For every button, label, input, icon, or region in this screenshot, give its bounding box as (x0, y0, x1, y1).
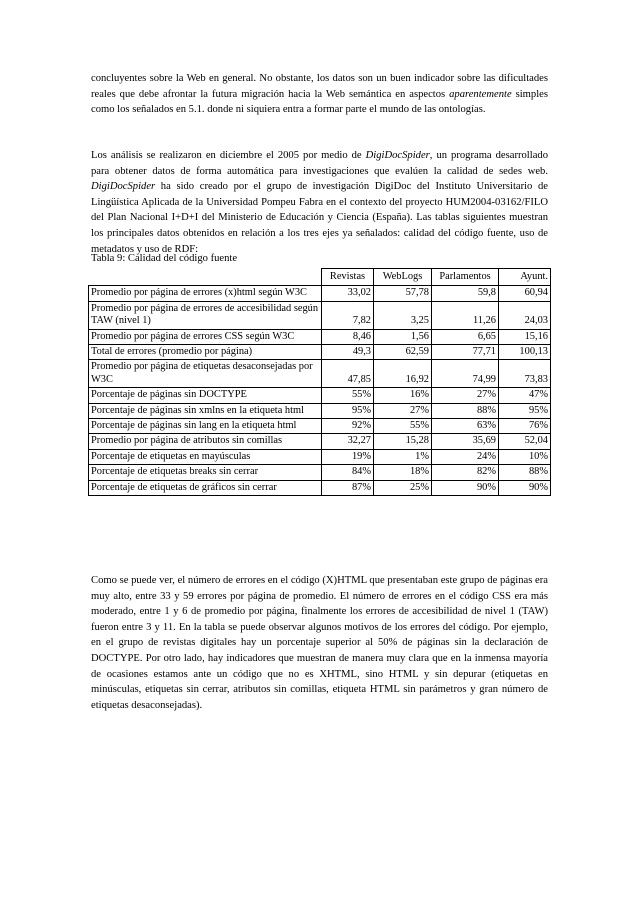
row-label: Total de errores (promedio por página) (89, 345, 322, 360)
table-row (89, 449, 551, 464)
paragraph-intro (91, 71, 548, 118)
value-cell: 95% (322, 403, 374, 418)
paragraph-methodology (91, 148, 548, 257)
value-cell: 55% (322, 388, 374, 403)
value-cell: 10% (499, 449, 551, 464)
text-run: Como se puede ver, el número de errores en el código (X)HTML que presentaban este grupo de páginas era muy alto, entre 33 y 59 errores por página de promedio. El número de errores en el código CSS era más moderado, entre 1 y 6 de promedio por página, finalmente los errores de accesibilidad de nivel 1 (TAW) fueron entre 3 y 11. En la tabla se puede observar algunos motivos de los errores del código. Por ejemplo, en el grupo de revistas digitales hay un porcentaje superior al 50% de páginas sin la declaración de DOCTYPE. Por otro lado, hay indicadores que muestran de manera muy clara que en la inmensa mayoría de ocasiones estamos ante un código que no es XHTML, sino HTML y sin depurar (etiquetas en minúsculas, etiquetas sin cerrar, atributos sin comillas, etiqueta HTML sin parámetros y gran número de etiquetas desaconsejadas). (91, 575, 548, 711)
value-cell: 87% (322, 480, 374, 495)
value-cell: 92% (322, 419, 374, 434)
row-label: Porcentaje de etiquetas breaks sin cerrar (89, 465, 322, 480)
value-cell: 77,71 (432, 345, 499, 360)
value-cell: 73,83 (499, 360, 551, 388)
value-cell: 6,65 (432, 329, 499, 344)
italic-term: aparentemente (449, 88, 512, 100)
value-cell: 49,3 (322, 345, 374, 360)
table-row (89, 345, 551, 360)
value-cell: 24,03 (499, 301, 551, 329)
value-cell: 88% (499, 465, 551, 480)
value-cell: 55% (374, 419, 432, 434)
row-label: Promedio por página de errores de accesibilidad según TAW (nivel 1) (89, 301, 322, 329)
paragraph-discussion (91, 573, 548, 713)
value-cell: 95% (499, 403, 551, 418)
table-body (89, 269, 551, 496)
value-cell: 1% (374, 449, 432, 464)
table-header-row (89, 269, 551, 286)
value-cell: 82% (432, 465, 499, 480)
text-run: ha sido creado por el grupo de investigación DigiDoc del Instituto Universitario de Lingüística Aplicada de la Universidad Pompeu Fabra en el contexto del proyecto HUM2004-03162/FILO del Plan Nacional I+D+I del Ministerio de Educación y Ciencia (España). Las tablas siguientes muestran los principales datos obtenidos en relación a los tres ejes ya señalados: calidad del código fuente, uso de metadatos y uso de RDF: (91, 181, 548, 255)
text-run: concluyentes sobre la Web en general. No obstante, los datos son un buen indicador sobre las dificultades reales que debe afrontar la futura migración hacia la Web semántica en aspectos (91, 73, 548, 100)
header-parlamentos: Parlamentos (432, 269, 499, 286)
text-run: simples como los señalados en 5.1. donde ni siquiera entra a formar parte el mundo de las ontologías. (91, 88, 548, 116)
value-cell: 76% (499, 419, 551, 434)
value-cell: 16% (374, 388, 432, 403)
table-row (89, 403, 551, 418)
value-cell: 74,99 (432, 360, 499, 388)
row-label: Promedio por página de atributos sin comillas (89, 434, 322, 449)
value-cell: 52,04 (499, 434, 551, 449)
row-label: Promedio por página de errores (x)html según W3C (89, 286, 322, 301)
value-cell: 62,59 (374, 345, 432, 360)
row-label: Promedio por página de etiquetas desaconsejadas por W3C (89, 360, 322, 388)
value-cell: 27% (374, 403, 432, 418)
value-cell: 60,94 (499, 286, 551, 301)
value-cell: 8,46 (322, 329, 374, 344)
row-label: Porcentaje de etiquetas de gráficos sin cerrar (89, 480, 322, 495)
row-label: Promedio por página de errores CSS según W3C (89, 329, 322, 344)
table-row (89, 329, 551, 344)
value-cell: 90% (432, 480, 499, 495)
code-quality-table (88, 268, 551, 496)
italic-term: DigiDocSpider (91, 181, 156, 193)
table-caption: Tabla 9: Calidad del código fuente (91, 253, 238, 264)
value-cell: 11,26 (432, 301, 499, 329)
header-empty-cell (89, 269, 322, 286)
value-cell: 35,69 (432, 434, 499, 449)
value-cell: 63% (432, 419, 499, 434)
value-cell: 25% (374, 480, 432, 495)
value-cell: 15,28 (374, 434, 432, 449)
italic-term: DigiDocSpider (365, 150, 430, 161)
header-revistas: Revistas (322, 269, 374, 286)
row-label: Porcentaje de páginas sin xmlns en la etiqueta html (89, 403, 322, 418)
value-cell: 47% (499, 388, 551, 403)
text-run: Los análisis se realizaron en diciembre el 2005 por medio de (91, 150, 366, 161)
table-row (89, 360, 551, 388)
table-row (89, 465, 551, 480)
table-row (89, 434, 551, 449)
header-weblogs: WebLogs (374, 269, 432, 286)
row-label: Porcentaje de etiquetas en mayúsculas (89, 449, 322, 464)
value-cell: 3,25 (374, 301, 432, 329)
value-cell: 100,13 (499, 345, 551, 360)
value-cell: 19% (322, 449, 374, 464)
row-label: Porcentaje de páginas sin lang en la etiqueta html (89, 419, 322, 434)
row-label: Porcentaje de páginas sin DOCTYPE (89, 388, 322, 403)
value-cell: 59,8 (432, 286, 499, 301)
header-ayuntamientos: Ayunt. (499, 269, 551, 286)
table-row (89, 286, 551, 301)
table-row (89, 388, 551, 403)
value-cell: 7,82 (322, 301, 374, 329)
value-cell: 15,16 (499, 329, 551, 344)
value-cell: 90% (499, 480, 551, 495)
value-cell: 18% (374, 465, 432, 480)
value-cell: 16,92 (374, 360, 432, 388)
value-cell: 84% (322, 465, 374, 480)
value-cell: 32,27 (322, 434, 374, 449)
value-cell: 27% (432, 388, 499, 403)
table-row (89, 480, 551, 495)
table-row (89, 301, 551, 329)
value-cell: 33,02 (322, 286, 374, 301)
table-row (89, 419, 551, 434)
value-cell: 57,78 (374, 286, 432, 301)
text-run: , un programa desarrollado para obtener datos de forma automática para investigaciones que evalúen la calidad de sedes web. (91, 150, 548, 177)
value-cell: 24% (432, 449, 499, 464)
value-cell: 47,85 (322, 360, 374, 388)
value-cell: 88% (432, 403, 499, 418)
value-cell: 1,56 (374, 329, 432, 344)
